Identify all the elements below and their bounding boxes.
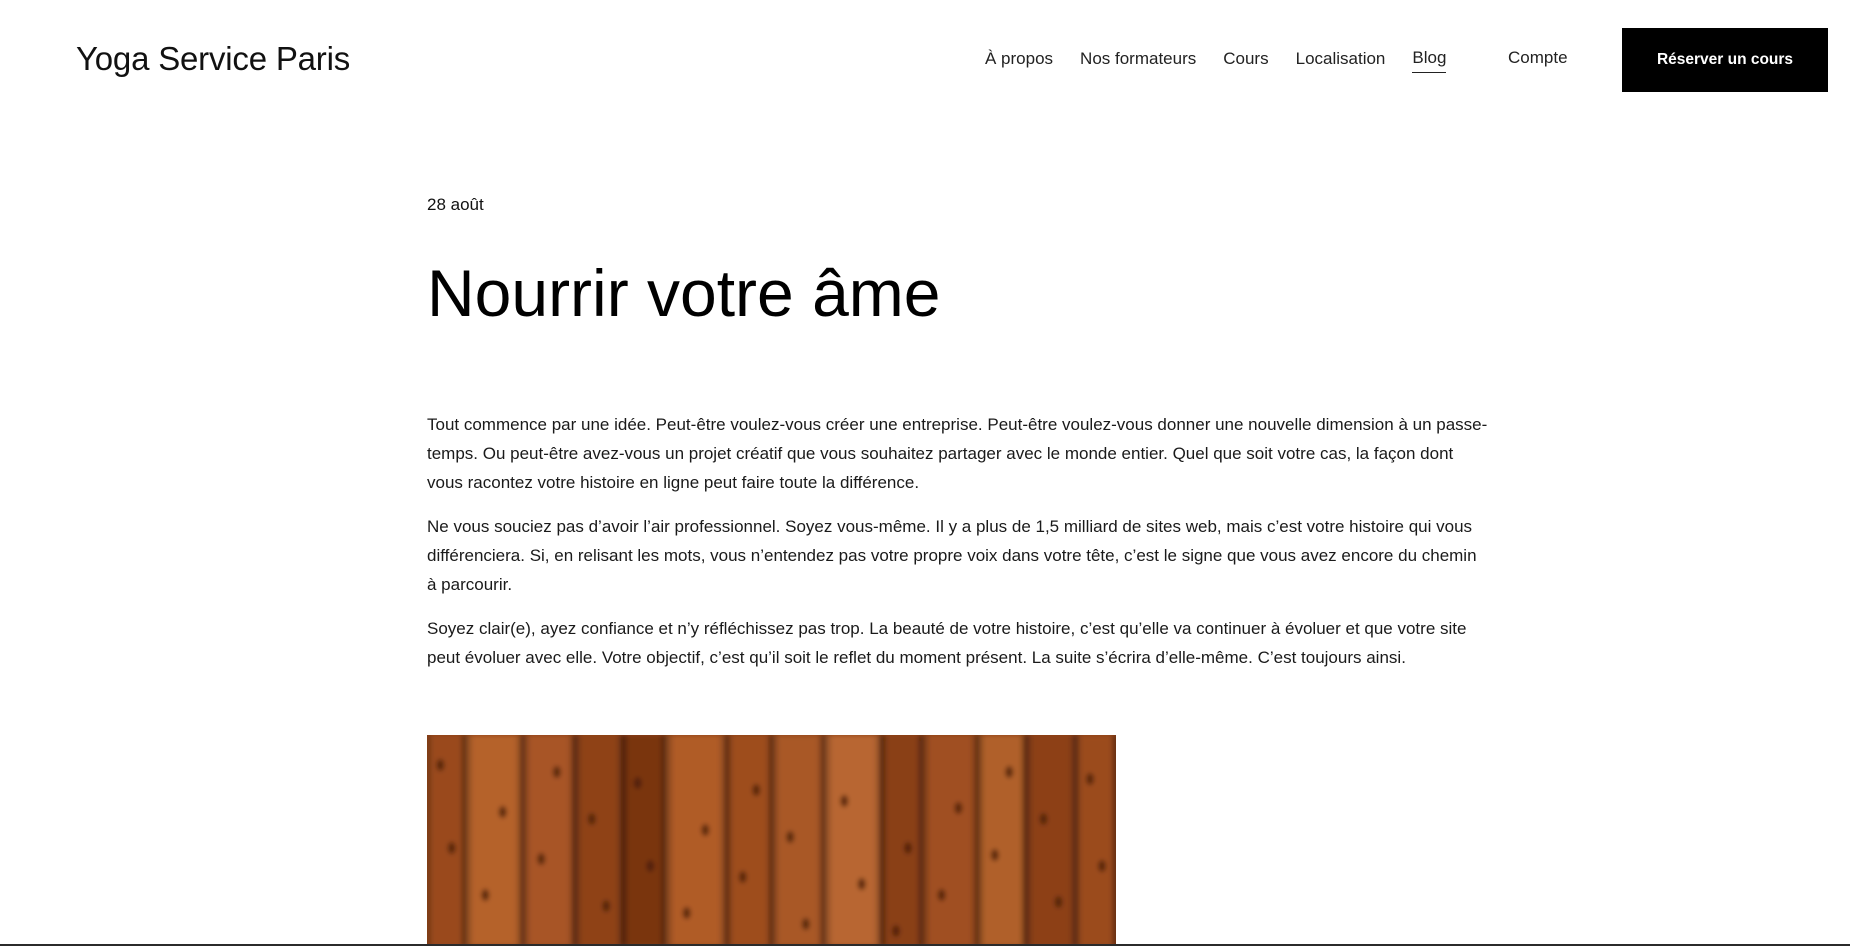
book-class-button[interactable]: Réserver un cours xyxy=(1622,28,1828,92)
article-paragraph: Tout commence par une idée. Peut-être voulez-vous créer une entreprise. Peut-être voulez-vous donner une nouvelle dimension à un passe-temps. Ou peut-être avez-vous un projet créatif que vous souhaitez partager avec le monde entier. Quel que soit votre cas, la façon dont vous racontez votre histoire en ligne peut faire toute la différence. xyxy=(427,415,1488,492)
article-body xyxy=(427,410,1489,687)
account-link[interactable]: Compte xyxy=(1508,48,1568,67)
article-title: Nourrir votre âme xyxy=(427,256,941,330)
main-nav xyxy=(985,48,1473,73)
site-logo[interactable]: Yoga Service Paris xyxy=(76,40,350,77)
article-image xyxy=(427,735,1116,946)
article-date: 28 août xyxy=(427,195,484,214)
article-paragraph: Soyez clair(e), ayez confiance et n’y réfléchissez pas trop. La beauté de votre histoire, c’est qu’elle va continuer à évoluer et que votre site peut évoluer avec elle. Votre objectif, c’est qu’il soit le reflet du moment présent. La suite s’écrira d’elle-même. C’est toujours ainsi. xyxy=(427,619,1467,667)
nav-item-localisation[interactable]: Localisation xyxy=(1295,48,1386,68)
wood-floor-image xyxy=(427,735,1116,946)
nav-item-blog[interactable]: Blog xyxy=(1412,48,1446,73)
nav-item-a-propos[interactable]: À propos xyxy=(985,48,1054,68)
nav-item-nos-formateurs[interactable]: Nos formateurs xyxy=(1080,48,1197,68)
article-paragraph: Ne vous souciez pas d’avoir l’air professionnel. Soyez vous-même. Il y a plus de 1,5 milliard de sites web, mais c’est votre histoire qui vous différenciera. Si, en relisant les mots, vous n’entendez pas votre propre voix dans votre tête, c’est le signe que vous avez encore du chemin à parcourir. xyxy=(427,517,1477,594)
site-header xyxy=(0,0,1850,118)
nav-item-cours[interactable]: Cours xyxy=(1223,48,1269,68)
